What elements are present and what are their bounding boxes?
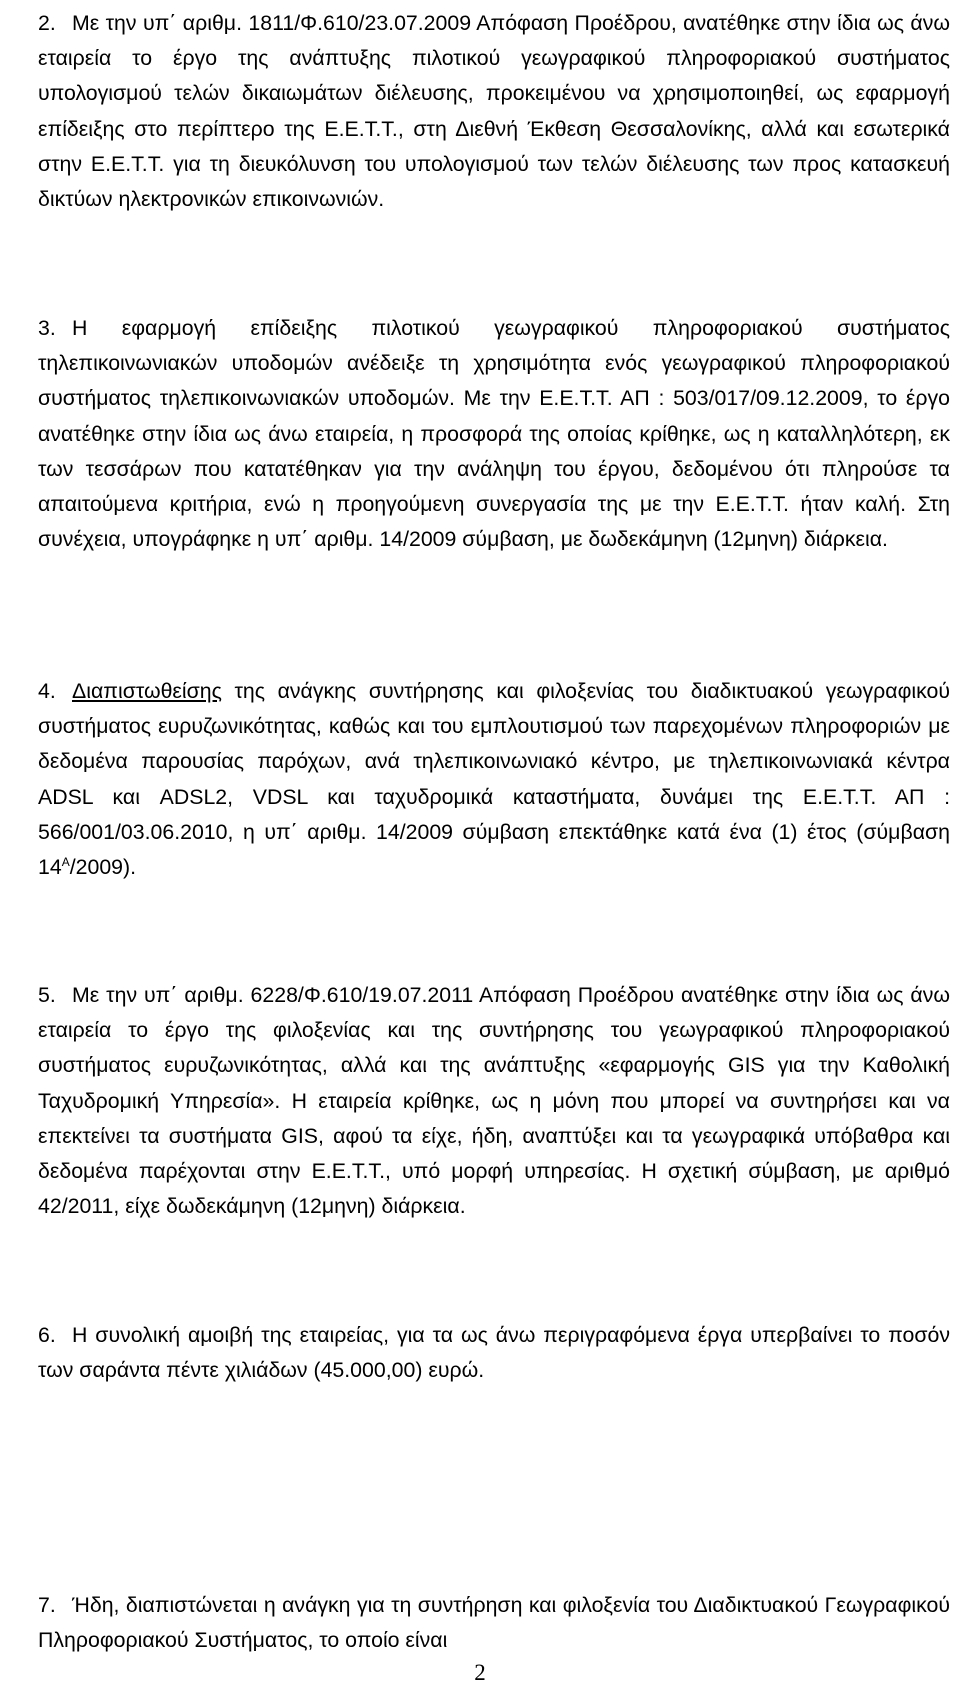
paragraph-number: 5. xyxy=(38,983,56,1007)
paragraph-5 xyxy=(38,978,950,1224)
paragraph-4 xyxy=(38,674,950,885)
paragraph-number: 6. xyxy=(38,1323,56,1347)
paragraph-text: Με την υπ΄ αριθμ. 6228/Φ.610/19.07.2011 Απόφαση Προέδρου ανατέθηκε στην ίδια ως άνω εταιρεία το έργο της φιλοξενίας και της συντήρησης του γεωγραφικού πληροφοριακού συστήματος ευρυζωνικότητας, αλλά και της ανάπτυξης «εφαρμογής GIS για την Καθολική Ταχυδρομική Υπηρεσία». Η εταιρεία κρίθηκε, ως η μόνη που μπορεί να συντηρήσει και να επεκτείνει τα συστήματα GIS, αφού τα είχε, ήδη, αναπτύξει και τα γεωγραφικά υπόβαθρα και δεδομένα παρέχονται στην Ε.Ε.Τ.Τ., υπό μορφή υπηρεσίας. Η σχετική σύμβαση, με αριθμό 42/2011, είχε δωδεκάμηνη (12μηνη) διάρκεια. xyxy=(38,983,950,1219)
paragraph-text: Ήδη, διαπιστώνεται η ανάγκη για τη συντήρηση και φιλοξενία του Διαδικτυακού Γεωγραφικού Πληροφοριακού Συστήματος, το οποίο είναι xyxy=(38,1593,950,1653)
paragraph-text: της ανάγκης συντήρησης και φιλοξενίας του διαδικτυακού γεωγραφικού συστήματος ευρυζωνικότητας, καθώς και του εμπλουτισμού των παρεχομένων πληροφοριών με δεδομένα παρουσίας παρόχων, ανά τηλεπικοινωνιακό κέντρο, με τηλεπικοινωνιακά κέντρα ADSL και ADSL2, VDSL και ταχυδρομικά καταστήματα, δυνάμει της Ε.Ε.Τ.Τ. ΑΠ : 566/001/03.06.2010, η υπ΄ αριθμ. 14/2009 σύμβαση επεκτάθηκε κατά ένα (1) έτος (σύμβαση 14 xyxy=(38,679,950,880)
paragraph-text: Με την υπ΄ αριθμ. 1811/Φ.610/23.07.2009 Απόφαση Προέδρου, ανατέθηκε στην ίδια ως άνω εταιρεία το έργο της ανάπτυξης πιλοτικού γεωγραφικού πληροφοριακού συστήματος υπολογισμού τελών δικαιωμάτων διέλευσης, προκειμένου να χρησιμοποιηθεί, ως εφαρμογή επίδειξης στο περίπτερο της Ε.Ε.Τ.Τ., στη Διεθνή Έκθεση Θεσσαλονίκης, αλλά και εσωτερικά στην Ε.Ε.Τ.Τ. για τη διευκόλυνση του υπολογισμού των τελών διέλευσης των προς κατασκευή δικτύων ηλεκτρονικών επικοινωνιών. xyxy=(38,11,950,212)
page-number: 2 xyxy=(474,1660,486,1685)
paragraph-6 xyxy=(38,1318,950,1388)
paragraph-tail: /2009). xyxy=(69,855,137,880)
paragraph-number: 7. xyxy=(38,1593,56,1617)
paragraph-3 xyxy=(38,311,950,557)
underlined-text: Διαπιστωθείσης xyxy=(72,679,222,703)
paragraph-number: 3. xyxy=(38,316,56,340)
paragraph-7 xyxy=(38,1588,950,1658)
paragraph-text: Η συνολική αμοιβή της εταιρείας, για τα ως άνω περιγραφόμενα έργα υπερβαίνει το ποσόν των σαράντα πέντε χιλιάδων (45.000,00) ευρώ. xyxy=(38,1323,950,1383)
superscript-text: Α xyxy=(61,854,70,869)
paragraph-number: 2. xyxy=(38,11,56,35)
paragraph-text: Η εφαρμογή επίδειξης πιλοτικού γεωγραφικού πληροφοριακού συστήματος τηλεπικοινωνιακών υποδομών ανέδειξε τη χρησιμότητα ενός γεωγραφικού πληροφοριακού συστήματος τηλεπικοινωνιακών υποδομών. Με την Ε.Ε.Τ.Τ. ΑΠ : 503/017/09.12.2009, το έργο ανατέθηκε στην ίδια ως άνω εταιρεία, η προσφορά της οποίας κρίθηκε, ως η καταλληλότερη, εκ των τεσσάρων που κατατέθηκαν για την ανάληψη του έργου, δεδομένου ότι πληρούσε τα απαιτούμενα κριτήρια, ενώ η προηγούμενη συνεργασία της με την Ε.Ε.Τ.Τ. ήταν καλή. Στη συνέχεια, υπογράφηκε η υπ΄ αριθμ. 14/2009 σύμβαση, με δωδεκάμηνη (12μηνη) διάρκεια. xyxy=(38,316,950,552)
paragraph-2 xyxy=(38,6,950,217)
paragraph-number: 4. xyxy=(38,679,56,703)
